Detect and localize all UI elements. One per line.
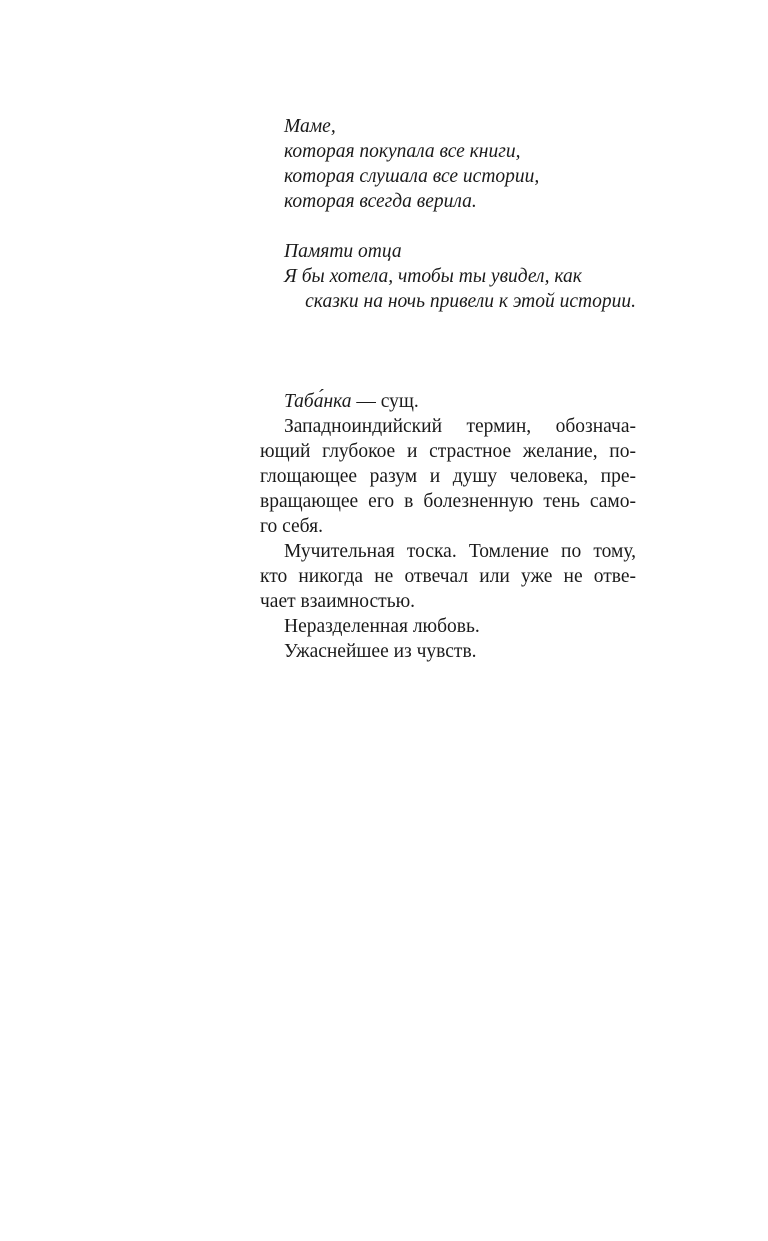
definition-part-of-speech: — сущ.	[351, 391, 419, 412]
definition-line: Ужаснейшее из чувств.	[284, 641, 477, 662]
dedication-father-line: Я бы хотела, чтобы ты увидел, как	[284, 266, 582, 287]
definition-line: чает взаимностью.	[260, 591, 416, 612]
definition-line: Мучительная тоска. Томление по тому,	[284, 541, 636, 562]
dedication-father-line: Памяти отца	[284, 241, 402, 262]
definition-line: Неразделенная любовь.	[284, 616, 480, 637]
definition-line: го себя.	[260, 516, 323, 537]
definition-line: ющий глубокое и страстное желание, по-	[260, 441, 636, 462]
dedication-mother-line: которая покупала все книги,	[284, 141, 521, 162]
definition-term: Таба́нка	[284, 391, 352, 412]
definition-line: кто никогда не отвечал или уже не отве-	[260, 566, 636, 587]
dedication-mother-line: Маме,	[284, 116, 336, 137]
dedication-father-line: сказки на ночь привели к этой истории.	[305, 291, 636, 312]
dedication-mother-line: которая слушала все истории,	[284, 166, 540, 187]
definition-line: Западноиндийский термин, обознача-	[284, 416, 636, 437]
definition-line: вращающее его в болезненную тень само-	[260, 491, 636, 512]
dedication-mother-line: которая всегда верила.	[284, 191, 477, 212]
definition-line: глощающее разум и душу человека, пре-	[260, 466, 636, 487]
definition-heading	[284, 389, 419, 414]
